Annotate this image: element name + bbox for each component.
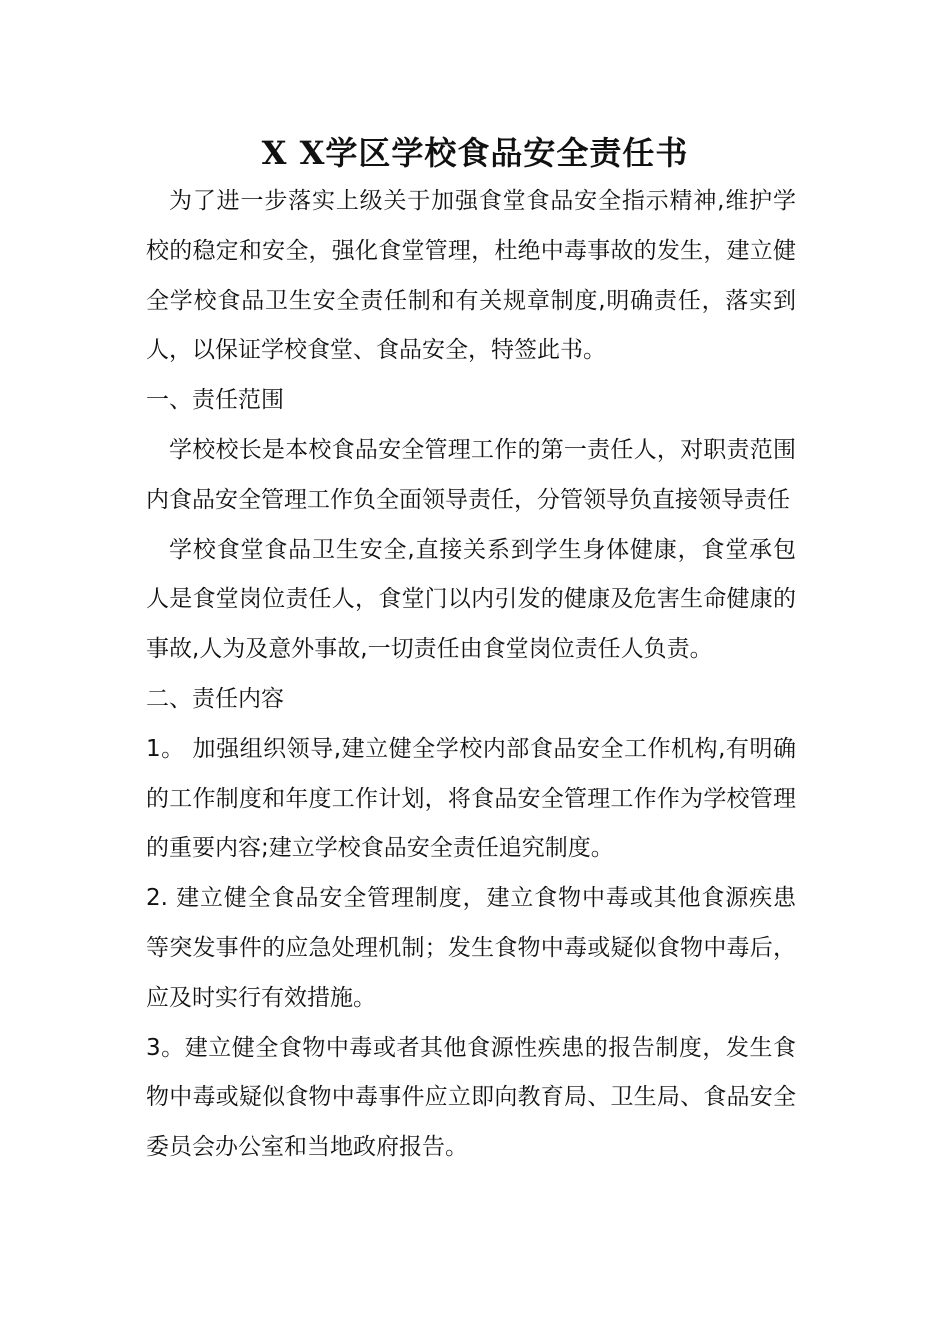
scope-paragraph-1: 学校校长是本校食品安全管理工作的第一责任人，对职责范围内食品安全管理工作负全面领导责任，分管领导负直接领导责任: [146, 436, 796, 513]
section-heading-content: 二、责任内容: [146, 685, 284, 712]
document-body: [146, 177, 796, 1173]
content-item-3: 3。建立健全食物中毒或者其他食源性疾患的报告制度，发生食物中毒或疑似食物中毒事件应立即向教育局、卫生局、食品安全委员会办公室和当地政府报告。: [146, 1034, 796, 1161]
content-item-2: 2. 建立健全食品安全管理制度，建立食物中毒或其他食源疾患等突发事件的应急处理机制；发生食物中毒或疑似食物中毒后，应及时实行有效措施。: [146, 885, 796, 1011]
section-heading-scope: 一、责任范围: [146, 387, 284, 414]
content-item-1: 1。 加强组织领导,建立健全学校内部食品安全工作机构,有明确的工作制度和年度工作计划，将食品安全管理工作作为学校管理的重要内容;建立学校食品安全责任追究制度。: [146, 735, 796, 862]
intro-paragraph: 为了进一步落实上级关于加强食堂食品安全指示精神,维护学校的稳定和安全，强化食堂管理，杜绝中毒事故的发生，建立健全学校食品卫生安全责任制和有关规章制度,明确责任，落实到人，以保证学校食堂、食品安全，特签此书。: [146, 188, 796, 364]
document-title: X X学区学校食品安全责任书: [261, 134, 689, 172]
scope-paragraph-2: 学校食堂食品卫生安全,直接关系到学生身体健康，食堂承包人是食堂岗位责任人，食堂门以内引发的健康及危害生命健康的事故,人为及意外事故,一切责任由食堂岗位责任人负责。: [146, 536, 796, 663]
